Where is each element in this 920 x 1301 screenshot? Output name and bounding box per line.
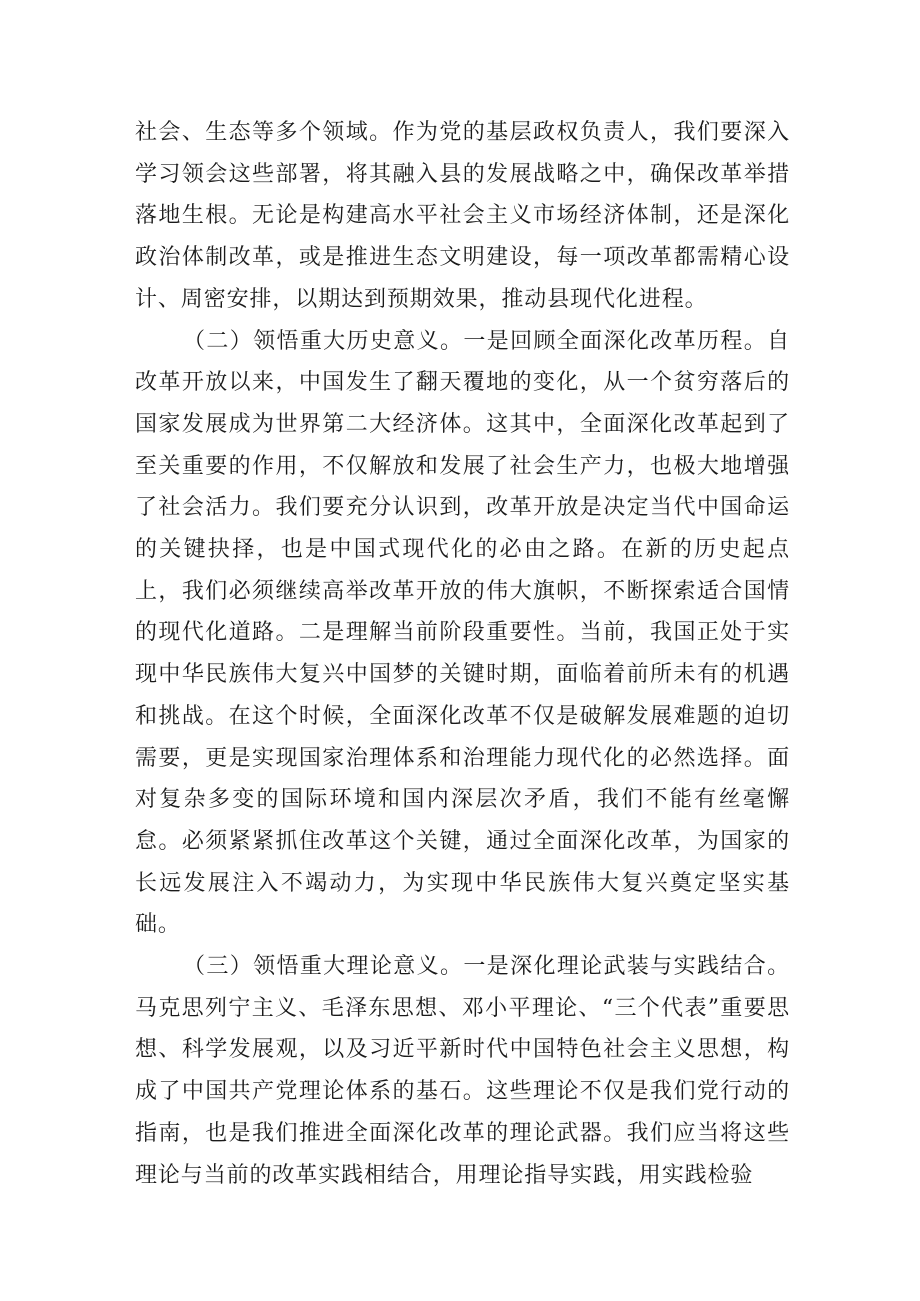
paragraph-theoretical-significance: （三）领悟重大理论意义。一是深化理论武装与实践结合。马克思列宁主义、毛泽东思想、邓小平理论、“三个代表”重要思想、科学发展观，以及习近平新时代中国特色社会主义思想，构成了中国共产党理论体系的基石。这些理论不仅是我们党行动的指南，也是我们推进全面深化改革的理论武器。我们应当将这些理论与当前的改革实践相结合，用理论指导实践，用实践检验	[135, 954, 790, 1188]
paragraph-historical-significance: （二）领悟重大历史意义。一是回顾全面深化改革历程。自改革开放以来，中国发生了翻天覆地的变化，从一个贫穷落后的国家发展成为世界第二大经济体。这其中，全面深化改革起到了至关重要的作用，不仅解放和发展了社会生产力，也极大地增强了社会活力。我们要充分认识到，改革开放是决定当代中国命运的关键抉择，也是中国式现代化的必由之路。在新的历史起点上，我们必须继续高举改革开放的伟大旗帜，不断探索适合国情的现代化道路。二是理解当前阶段重要性。当前，我国正处于实现中华民族伟大复兴中国梦的关键时期，面临着前所未有的机遇和挑战。在这个时候，全面深化改革不仅是破解发展难题的迫切需要，更是实现国家治理体系和治理能力现代化的必然选择。面对复杂多变的国际环境和国内深层次矛盾，我们不能有丝毫懈怠。必须紧紧抓住改革这个关键，通过全面深化改革，为国家的长远发展注入不竭动力，为实现中华民族伟大复兴奠定坚实基础。	[135, 328, 790, 938]
paragraph-continuation: 社会、生态等多个领域。作为党的基层政权负责人，我们要深入学习领会这些部署，将其融入县的发展战略之中，确保改革举措落地生根。无论是构建高水平社会主义市场经济体制，还是深化政治体制改革，或是推进生态文明建设，每一项改革都需精心设计、周密安排，以期达到预期效果，推动县现代化进程。	[135, 120, 790, 312]
document-body	[135, 112, 790, 1196]
